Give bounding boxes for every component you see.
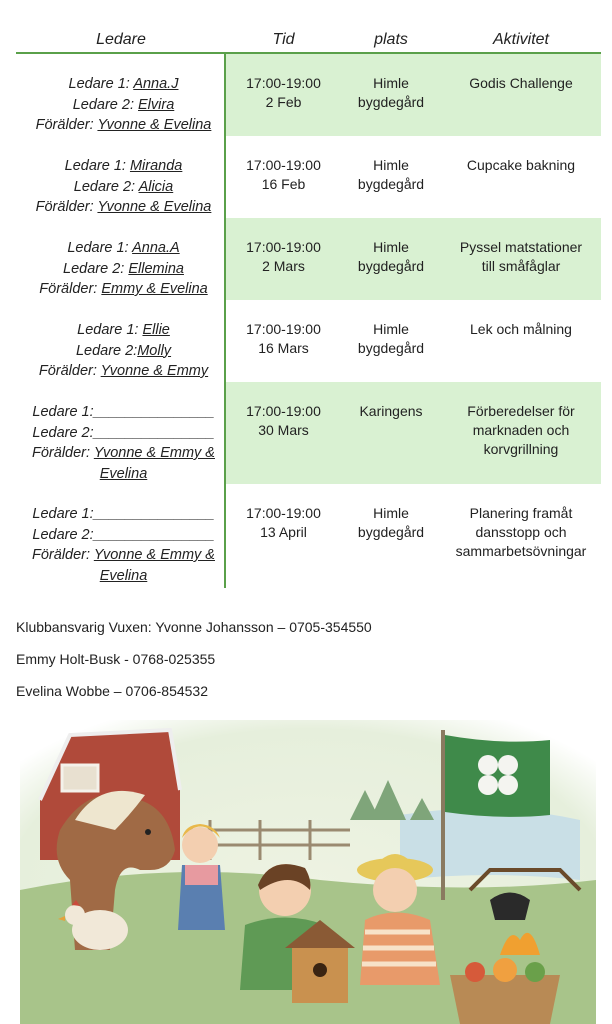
time-cell: 17:00-19:00 16 Mars [246,321,321,356]
parent-name: Yvonne & Emmy & [93,445,215,461]
parent-name: Yvonne & Emmy [100,363,209,379]
leader2-name: Ellemina [128,260,184,277]
leader1-name: Anna.A [132,240,180,256]
leader1-label: Ledare 1: [32,506,94,522]
table-row [16,300,601,382]
contact-club-responsible: Klubbansvarig Vuxen: Yvonne Johansson – 0705-354550 [16,619,372,635]
table-row [16,382,601,484]
place-cell: Himle bygdegård [341,218,441,300]
header-leader: Ledare [96,31,146,48]
leader1-name: Anna.J [133,76,179,92]
activity-cell: Cupcake bakning [466,157,576,173]
parent-label: Förälder: [38,363,97,379]
table-header [16,28,601,54]
leader2-label: Ledare 2: [73,178,136,195]
leaders-cell [16,218,226,300]
leader2-label: Ledare 2: [72,96,134,113]
leader2-label: Ledare 2: [32,424,94,441]
activity-cell: Godis Challenge [441,54,601,136]
parent-label: Förälder: [35,117,94,133]
leader2-name: Molly [137,342,172,359]
header-activity: Aktivitet [492,31,549,48]
leaders-cell [16,484,226,588]
activity-cell: Förberedelser för marknaden och korvgrillning [441,382,601,484]
leaders-cell [16,136,226,218]
leader2-label: Ledare 2: [63,260,125,277]
time-cell: 17:00-19:00 16 Feb [246,157,321,192]
time-cell: 17:00-19:00 2 Mars [226,218,341,300]
activity-cell: Pyssel matstationer till småfåglar [441,218,601,300]
place-cell: Karingens [341,382,441,484]
leader1-label: Ledare 1: [32,404,94,420]
contact-emmy: Emmy Holt-Busk - 0768-025355 [16,651,216,667]
parent-label: Förälder: [32,445,91,461]
table-row [16,484,601,588]
table-row [16,54,601,136]
parent-label: Förälder: [35,199,94,215]
table-row [16,218,601,300]
parent-name-continued: Evelina [99,567,148,584]
time-cell: 17:00-19:00 2 Feb [226,54,341,136]
parent-label: Förälder: [39,281,98,297]
activity-cell: Planering framåt dansstopp och sammarbetsövningar [455,505,587,559]
leader1-name: Miranda [129,158,183,174]
leader1-label: Ledare 1: [67,240,129,256]
place-cell: Himle bygdegård [357,157,425,192]
parent-name: Yvonne & Evelina [97,199,212,215]
parent-name: Emmy & Evelina [101,281,208,297]
leaders-cell [16,300,226,382]
parent-name-continued: Evelina [99,465,148,482]
girl-right [357,854,440,985]
schedule-table [16,28,601,588]
parent-name: Yvonne & Evelina [97,117,212,133]
leader2-label: Ledare 2: [32,526,94,543]
leaders-cell [16,382,226,484]
activity-cell: Lek och målning [470,321,572,337]
leader2-name: Elvira [138,96,175,113]
contacts [16,618,372,714]
leader2-blank: _______________ [93,526,215,543]
time-cell: 17:00-19:00 13 April [246,505,321,540]
header-time: Tid [272,31,295,48]
farm-illustration [20,720,596,1024]
header-place: plats [374,31,408,48]
leaders-cell [16,54,226,136]
place-cell: Himle bygdegård [341,54,441,136]
time-cell: 17:00-19:00 30 Mars [226,382,341,484]
leader1-blank: _______________ [93,404,215,420]
leader1-label: Ledare 1: [68,76,130,92]
contact-evelina: Evelina Wobbe – 0706-854532 [16,683,209,699]
leader1-label: Ledare 1: [64,158,126,174]
leader1-blank: _______________ [93,506,215,522]
table-row [16,136,601,218]
leader1-name: Ellie [142,322,170,338]
place-cell: Himle bygdegård [357,321,425,356]
place-cell: Himle bygdegård [357,505,425,540]
parent-label: Förälder: [32,547,91,563]
leader1-label: Ledare 1: [77,322,139,338]
leader2-name: Alicia [138,178,174,195]
vegetable-basket [450,958,560,1024]
parent-name: Yvonne & Emmy & [93,547,215,563]
leader2-label: Ledare 2: [75,342,138,359]
leader2-blank: _______________ [93,424,215,441]
